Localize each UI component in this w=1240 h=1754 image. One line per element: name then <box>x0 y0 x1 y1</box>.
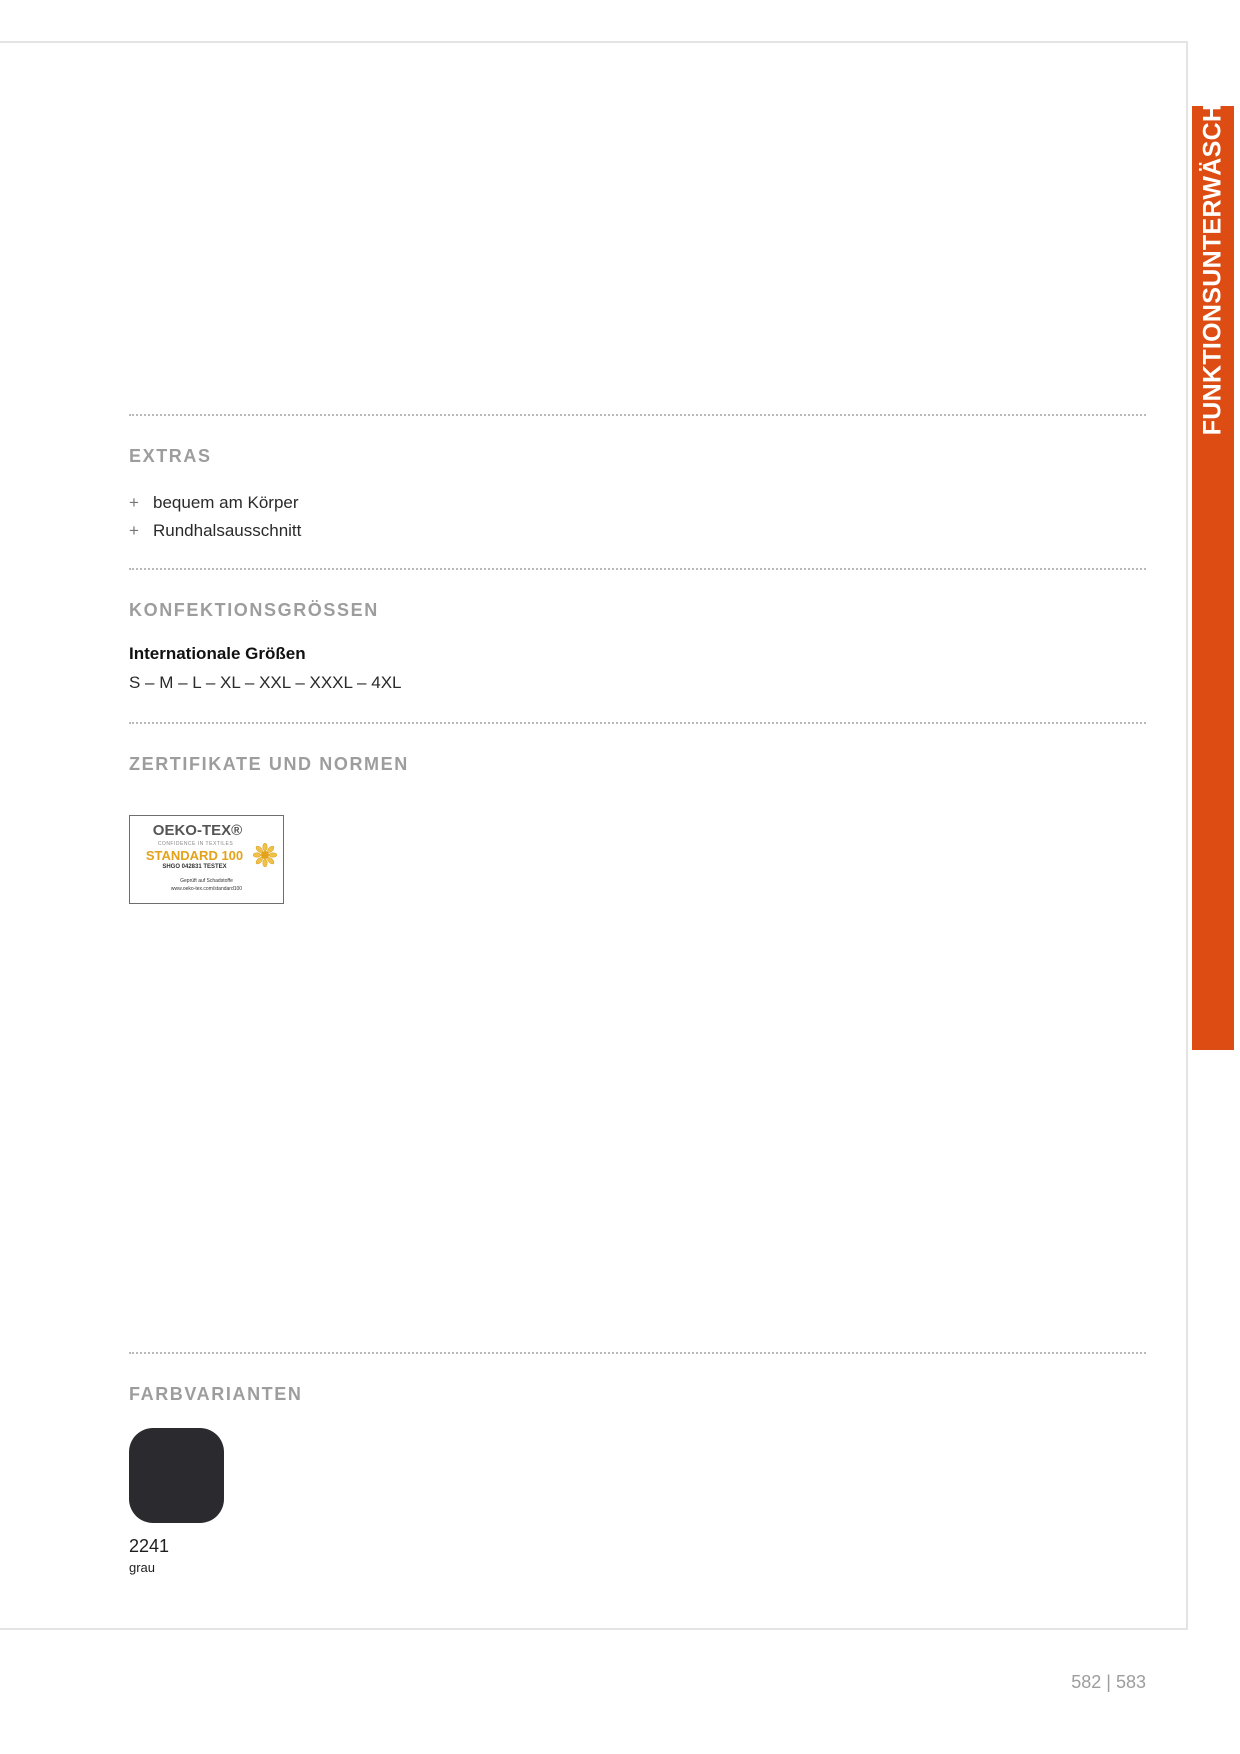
section-divider <box>129 1352 1146 1354</box>
sizes-heading: KONFEKTIONSGRÖSSEN <box>129 600 379 620</box>
extras-heading: EXTRAS <box>129 446 212 466</box>
sizes-values: S – M – L – XL – XXL – XXXL – 4XL <box>129 673 402 692</box>
color-name: grau <box>129 1560 156 1575</box>
badge-standard: STANDARD 100 <box>145 848 244 863</box>
section-divider <box>129 414 1146 416</box>
plus-icon: + <box>129 521 139 540</box>
flower-icon <box>253 843 277 867</box>
list-item <box>129 489 301 517</box>
category-label: FUNKTIONSUNTERWÄSCHE <box>1198 86 1227 436</box>
color-code: 2241 <box>129 1536 170 1556</box>
list-item-text: Rundhalsausschnitt <box>153 521 302 540</box>
extras-list <box>129 489 301 545</box>
plus-icon: + <box>129 493 139 512</box>
badge-tagline: CONFIDENCE IN TEXTILES <box>157 841 234 847</box>
page-numbers: 582 | 583 <box>1071 1672 1146 1692</box>
list-item-text: bequem am Körper <box>153 493 299 512</box>
color-swatch <box>129 1428 224 1523</box>
section-divider <box>129 568 1146 570</box>
badge-check: Geprüft auf Schadstoffe <box>180 878 233 884</box>
section-divider <box>129 722 1146 724</box>
badge-code: SHGO 042831 TESTEX <box>162 864 227 870</box>
category-side-tab <box>1192 86 1234 1050</box>
badge-url: www.oeko-tex.com/standard100 <box>170 886 243 892</box>
certificates-heading: ZERTIFIKATE UND NORMEN <box>129 754 409 774</box>
oeko-tex-badge <box>129 815 284 904</box>
sizes-label: Internationale Größen <box>129 644 306 663</box>
badge-brand: OEKO-TEX® <box>152 822 243 839</box>
list-item <box>129 517 301 545</box>
colors-heading: FARBVARIANTEN <box>129 1384 303 1404</box>
